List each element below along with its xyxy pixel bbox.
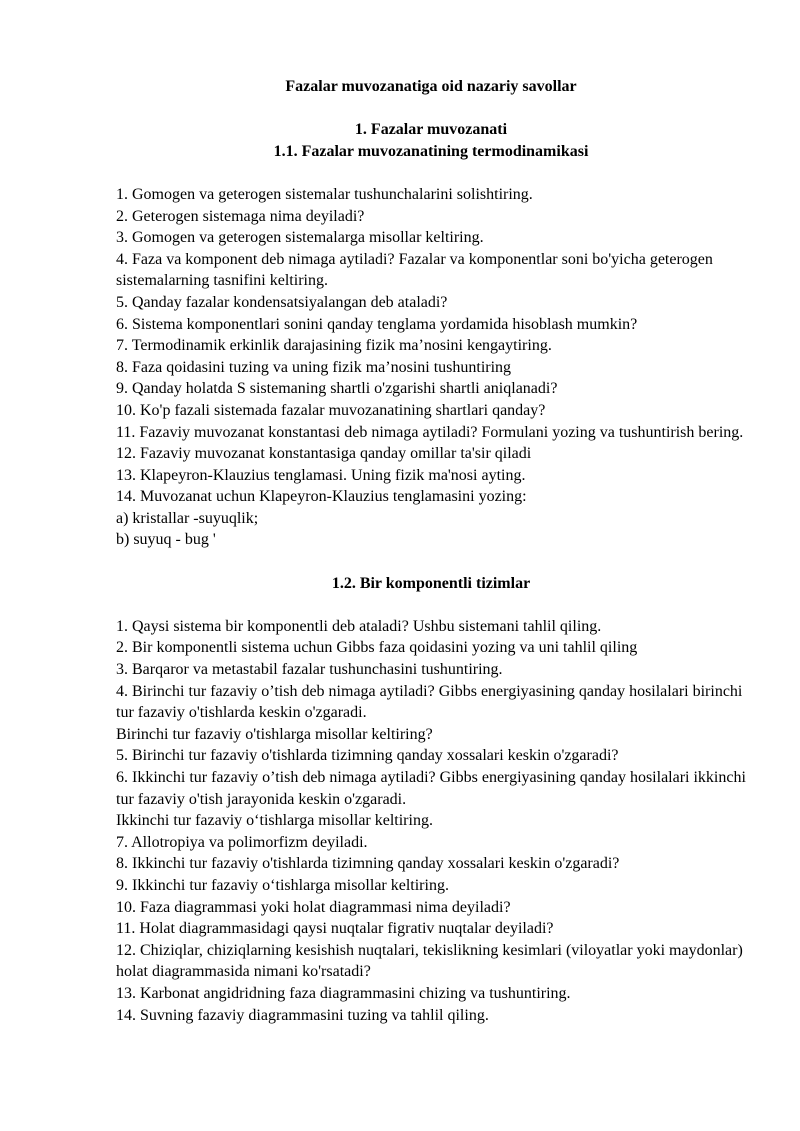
document-page xyxy=(116,76,746,1026)
question-line: 6. Sistema komponentlari sonini qanday tenglama yordamida hisoblash mumkin? xyxy=(116,315,638,333)
question-line: Ikkinchi tur fazaviy o‘tishlarga misollar keltiring. xyxy=(116,812,433,830)
question-line: 2. Bir komponentli sistema uchun Gibbs faza qoidasini yozing va uni tahlil qiling xyxy=(116,639,638,657)
question-line: 5. Qanday fazalar kondensatsiyalangan deb ataladi? xyxy=(116,293,448,311)
spacer xyxy=(116,594,746,616)
question-line: 4. Birinchi tur fazaviy o’tish deb nimaga aytiladi? Gibbs energiyasining qanday hosilalari birinchi tur fazaviy o'tishlarda keskin o'zgaradi. xyxy=(116,682,743,722)
question-line: 11. Fazaviy muvozanat konstantasi deb nimaga aytiladi? Formulani yozing va tushuntirish bering. xyxy=(116,423,744,441)
question-line: 6. Ikkinchi tur fazaviy o’tish deb nimaga aytiladi? Gibbs energiyasining qanday hosilalari ikkinchi tur fazaviy o'tish jarayonida keskin o'zgaradi. xyxy=(116,769,746,808)
question-line: 4. Faza va komponent deb nimaga aytiladi? Fazalar va komponentlar soni bo'yicha geterogen sistemalarning tasnifini keltiring. xyxy=(116,250,713,290)
question-line: Birinchi tur fazaviy o'tishlarga misollar keltiring? xyxy=(116,725,433,743)
question-line: 7. Allotropiya va polimorfizm deyiladi. xyxy=(116,833,368,851)
question-line: 3. Barqaror va metastabil fazalar tushunchasini tushuntiring. xyxy=(116,661,503,679)
question-line: 12. Fazaviy muvozanat konstantasiga qanday omillar ta'sir qiladi xyxy=(116,445,532,463)
subsection-heading-2: 1.2. Bir komponentli tizimlar xyxy=(331,574,531,592)
question-line: a) kristallar -suyuqlik; xyxy=(116,509,259,527)
question-line: 5. Birinchi tur fazaviy o'tishlarda tizimning qanday xossalari keskin o'zgaradi? xyxy=(116,747,619,765)
question-line: 10. Ko'p fazali sistemada fazalar muvozanatining shartlari qanday? xyxy=(116,401,546,419)
question-line: b) suyuq - bug ' xyxy=(116,531,216,549)
subsection-heading-1: 1.1. Fazalar muvozanatining termodinamikasi xyxy=(273,142,589,160)
question-line: 9. Ikkinchi tur fazaviy o‘tishlarga misollar keltiring. xyxy=(116,876,449,894)
question-line: 8. Ikkinchi tur fazaviy o'tishlarda tizimning qanday xossalari keskin o'zgaradi? xyxy=(116,855,620,873)
question-list-2 xyxy=(116,616,746,1026)
section-heading: 1. Fazalar muvozanati xyxy=(354,121,508,139)
question-line: 13. Klapeyron-Klauzius tenglamasi. Uning fizik ma'nosi ayting. xyxy=(116,466,526,484)
question-line: 13. Karbonat angidridning faza diagrammasini chizing va tushuntiring. xyxy=(116,984,571,1002)
question-line: 7. Termodinamik erkinlik darajasining fizik ma’nosini kengaytiring. xyxy=(116,337,552,355)
question-line: 14. Suvning fazaviy diagrammasini tuzing va tahlil qiling. xyxy=(116,1006,489,1024)
question-line: 2. Geterogen sistemaga nima deyiladi? xyxy=(116,207,365,225)
question-line: 14. Muvozanat uchun Klapeyron-Klauzius tenglamasini yozing: xyxy=(116,488,527,506)
question-line: 9. Qanday holatda S sistemaning shartli o'zgarishi shartli aniqlanadi? xyxy=(116,380,558,398)
question-line: 1. Qaysi sistema bir komponentli deb ataladi? Ushbu sistemani tahlil qiling. xyxy=(116,617,602,635)
question-line: 12. Chiziqlar, chiziqlarning kesishish nuqtalari, tekislikning kesimlari (viloyatlar yoki maydonlar) holat diagrammasida nimani ko'rsatadi? xyxy=(116,941,743,981)
question-line: 11. Holat diagrammasidagi qaysi nuqtalar figrativ nuqtalar deyiladi? xyxy=(116,920,554,938)
document-title: Fazalar muvozanatiga oid nazariy savollar xyxy=(285,78,577,95)
question-line: 10. Faza diagrammasi yoki holat diagrammasi nima deyiladi? xyxy=(116,898,511,916)
question-line: 1. Gomogen va geterogen sistemalar tushunchalarini solishtiring. xyxy=(116,185,533,203)
question-line: 8. Faza qoidasini tuzing va uning fizik ma’nosini tushuntiring xyxy=(116,358,512,376)
spacer xyxy=(116,98,746,120)
question-line: 3. Gomogen va geterogen sistemalarga misollar keltiring. xyxy=(116,229,484,247)
spacer xyxy=(116,551,746,573)
question-list-1 xyxy=(116,184,746,551)
spacer xyxy=(116,162,746,184)
